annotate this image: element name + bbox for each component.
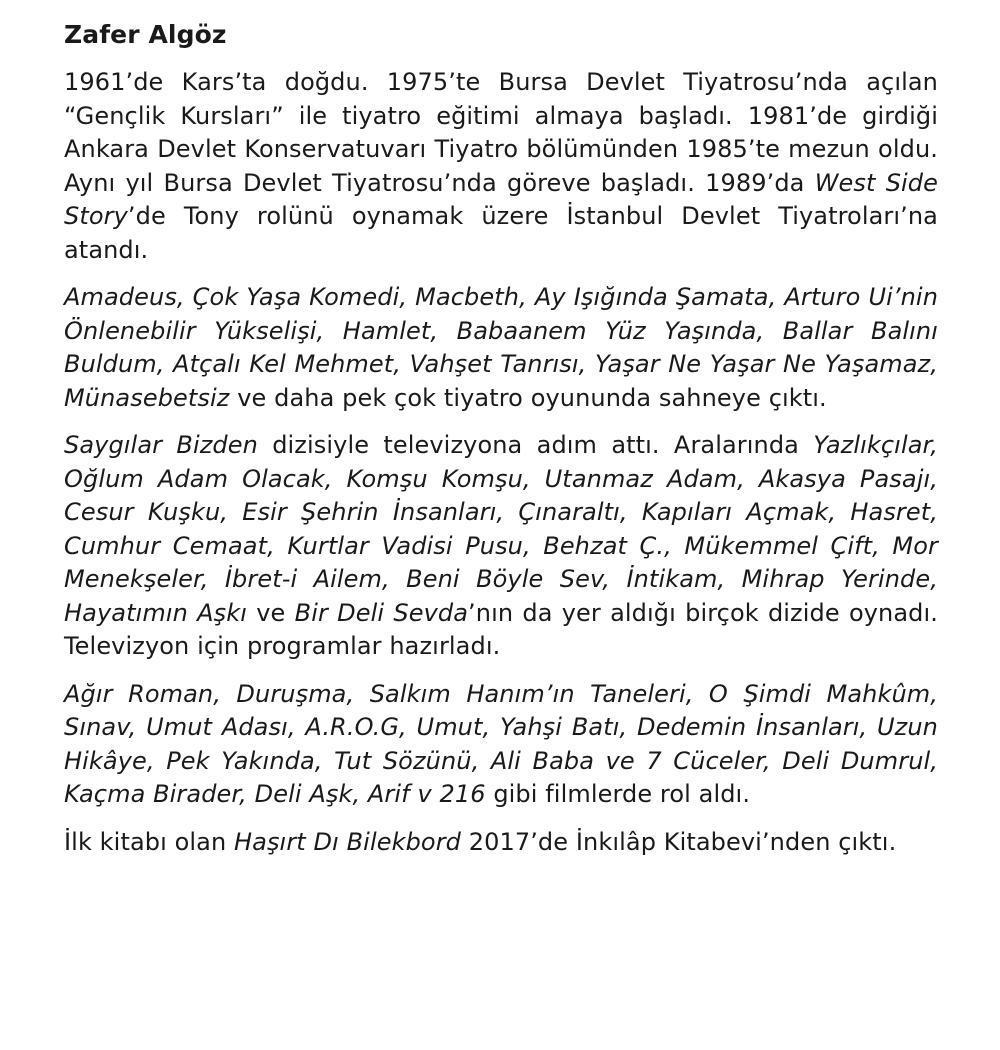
bio-paragraph-1 xyxy=(64,66,938,267)
text-run: ’de Tony rolünü oynamak üzere İstanbul Devlet Tiyatroları’na atandı. xyxy=(64,202,938,264)
italic-title-run: Bir Deli Sevda xyxy=(294,598,469,627)
author-name: Zafer Algöz xyxy=(64,20,227,49)
text-run: 2017’de İnkılâp Kitabevi’nden çıktı. xyxy=(461,827,897,856)
author-bio-page xyxy=(64,18,938,873)
italic-title-run: Yazlıkçılar, Oğlum Adam Olacak, Komşu Komşu, Utanmaz Adam, Akasya Pasajı, Cesur Kuşku, Esir Şehrin İnsanları, Çınaraltı, Kapıları Açmak, Hasret, Cumhur Cemaat, Kurtlar Vadisi Pusu, Behzat Ç., Mükemmel Çift, Mor Menekşeler, İbret-i Ailem, Beni Böyle Sev, İntikam, Mihrap Yerinde, Hayatımın Aşkı xyxy=(64,431,939,627)
text-run: gibi filmlerde rol aldı. xyxy=(485,780,751,808)
text-run: ve xyxy=(247,598,295,627)
text-run: dizisiyle televizyona adım attı. Aralarında xyxy=(257,431,814,459)
bio-paragraph-4 xyxy=(64,678,938,812)
text-run: ve daha pek çok tiyatro oyununda sahneye çıktı. xyxy=(229,383,827,412)
text-run: 1961’de Kars’ta doğdu. 1975’te Bursa Devlet Tiyatrosu’nda açılan “Gençlik Kursları” ile tiyatro eğitimi almaya başladı. 1981’de girdiği Ankara Devlet Konservatuvarı Tiyatro bölümünden 1985’te mezun oldu. Aynı yıl Bursa Devlet Tiyatrosu’nda göreve başladı. 1989’da xyxy=(64,68,938,197)
text-run: İlk kitabı olan xyxy=(64,827,234,856)
italic-title-run: West Side Story xyxy=(64,168,938,230)
italic-title-run: Ağır Roman, Duruşma, Salkım Hanım’ın Taneleri, O Şimdi Mahkûm, Sınav, Umut Adası, A.R.O.G, Umut, Yahşi Batı, Dedemin İnsanları, Uzun Hikâye, Pek Yakında, Tut Sözünü, Ali Baba ve 7 Cüceler, Deli Dumrul, Kaçma Birader, Deli Aşk, Arif v 216 xyxy=(64,679,938,808)
bio-paragraph-3 xyxy=(64,429,938,664)
italic-title-run: Saygılar Bizden xyxy=(64,431,258,459)
text-run: ’nın da yer aldığı birçok dizide oynadı. Televizyon için programlar hazırladı. xyxy=(64,598,938,660)
italic-title-run: Haşırt Dı Bilekbord xyxy=(234,827,461,856)
bio-paragraph-5 xyxy=(64,826,938,860)
italic-title-run: Amadeus, Çok Yaşa Komedi, Macbeth, Ay Işığında Şamata, Arturo Ui’nin Önlenebilir Yükselişi, Hamlet, Babaanem Yüz Yaşında, Ballar Balını Buldum, Atçalı Kel Mehmet, Vahşet Tanrısı, Yaşar Ne Yaşar Ne Yaşamaz, Münasebetsiz xyxy=(64,283,938,412)
bio-body xyxy=(64,66,938,859)
bio-paragraph-2 xyxy=(64,281,938,415)
